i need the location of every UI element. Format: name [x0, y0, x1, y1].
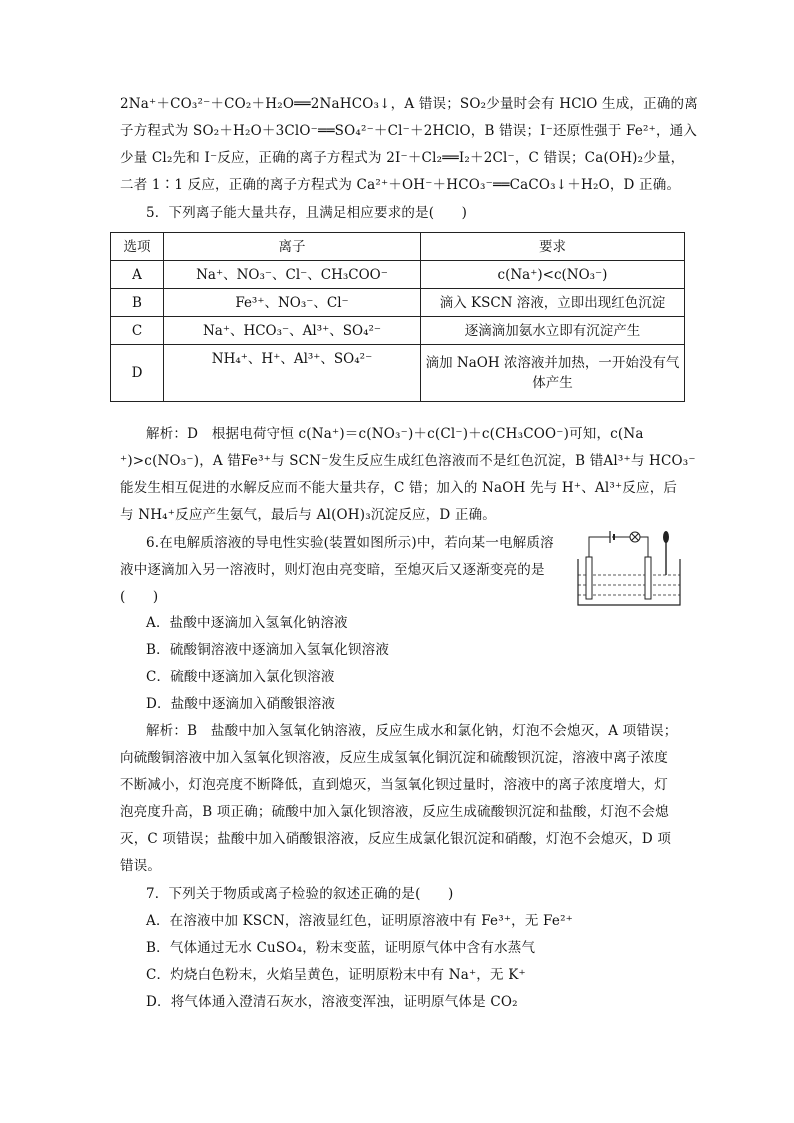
ions-cell: Fe³⁺、NO₃⁻、Cl⁻ — [164, 289, 421, 317]
options-table — [110, 232, 685, 402]
option-letter: B — [111, 289, 164, 317]
ions-cell: NH₄⁺、H⁺、Al³⁺、SO₄²⁻ — [164, 345, 421, 402]
option-a: A．在溶液中加 KSCN，溶液显红色，证明原溶液中有 Fe³⁺，无 Fe²⁺ — [146, 913, 574, 929]
option-c: C．灼烧白色粉末，火焰呈黄色，证明原粉末中有 Na⁺，无 K⁺ — [146, 967, 526, 983]
table-row — [111, 289, 685, 317]
question-7-stem: 7．下列关于物质或离子检验的叙述正确的是( ) — [146, 886, 454, 902]
table-header: 要求 — [421, 233, 685, 261]
table-header-row — [111, 233, 685, 261]
text-line: 灭，C 项错误；盐酸中加入硝酸银溶液，反应生成氯化银沉淀和硝酸，灯泡不会熄灭，D 项 — [120, 831, 672, 847]
ions-cell: Na⁺、HCO₃⁻、Al³⁺、SO₄²⁻ — [164, 317, 421, 345]
text-line: 不断减小，灯泡亮度不断降低，直到熄灭，当氢氧化钡过量时，溶液中的离子浓度增大，灯 — [120, 777, 668, 793]
option-d: D．将气体通入澄清石灰水，溶液变浑浊，证明原气体是 CO₂ — [146, 994, 518, 1010]
text-line: 子方程式为 SO₂＋H₂O＋3ClO⁻══SO₄²⁻＋Cl⁻＋2HClO，B 错误；I⁻还原性强于 Fe²⁺，通入 — [120, 123, 698, 139]
text-line: 二者 1∶1 反应，正确的离子方程式为 Ca²⁺＋OH⁻＋HCO₃⁻══CaCO₃↓＋H₂O，D 正确。 — [120, 177, 681, 193]
text-line: 向硫酸铜溶液中加入氢氧化钡溶液，反应生成氢氧化铜沉淀和硫酸钡沉淀，溶液中离子浓度 — [120, 750, 668, 766]
requirement-cell: 滴入 KSCN 溶液，立即出现红色沉淀 — [421, 289, 685, 317]
table-row — [111, 261, 685, 289]
table-row — [111, 345, 685, 402]
text-line: 少量 Cl₂先和 I⁻反应，正确的离子方程式为 2I⁻＋Cl₂══I₂＋2Cl⁻，C 错误；Ca(OH)₂少量， — [120, 150, 685, 166]
text-line: 解析：D 根据电荷守恒 c(Na⁺)＝c(NO₃⁻)＋c(Cl⁻)＋c(CH₃COO⁻)可知，c(Na — [146, 426, 644, 442]
table-header: 选项 — [111, 233, 164, 261]
table-header: 离子 — [164, 233, 421, 261]
text-line: 能发生相互促进的水解反应而不能大量共存，C 错；加入的 NaOH 先与 H⁺、Al³⁺反应，后 — [120, 480, 678, 496]
text-line: 错误。 — [120, 858, 162, 874]
conductivity-apparatus-diagram — [574, 527, 686, 609]
option-c: C．硫酸中逐滴加入氯化钡溶液 — [146, 669, 335, 685]
text-line: 2Na⁺＋CO₃²⁻＋CO₂＋H₂O══2NaHCO₃↓，A 错误；SO₂少量时会有 HClO 生成，正确的离 — [120, 96, 698, 112]
option-a: A．盐酸中逐滴加入氢氧化钠溶液 — [146, 615, 348, 631]
text-line: ⁺)>c(NO₃⁻)，A 错Fe³⁺与 SCN⁻发生反应生成红色溶液而不是红色沉淀，B 错Al³⁺与 HCO₃⁻ — [120, 453, 696, 469]
text-line: 解析：B 盐酸中加入氢氧化钠溶液，反应生成水和氯化钠，灯泡不会熄灭，A 项错误； — [146, 723, 678, 739]
text-line: ( ) — [120, 589, 159, 605]
text-line: 与 NH₄⁺反应产生氨气，最后与 Al(OH)₃沉淀反应，D 正确。 — [120, 507, 496, 523]
text-line: 6.在电解质溶液的导电性实验(装置如图所示)中，若向某一电解质溶 — [146, 535, 554, 551]
option-b: B．气体通过无水 CuSO₄，粉末变蓝，证明原气体中含有水蒸气 — [146, 940, 536, 956]
question-5-stem: 5．下列离子能大量共存，且满足相应要求的是( ) — [146, 205, 468, 221]
text-line: 泡亮度升高，B 项正确；硫酸中加入氯化钡溶液，反应生成硫酸钡沉淀和盐酸，灯泡不会熄 — [120, 804, 669, 820]
ions-cell: Na⁺、NO₃⁻、Cl⁻、CH₃COO⁻ — [164, 261, 421, 289]
text-line: 液中逐滴加入另一溶液时，则灯泡由亮变暗，至熄灭后又逐渐变亮的是 — [120, 562, 545, 578]
table-row — [111, 317, 685, 345]
option-letter: C — [111, 317, 164, 345]
requirement-cell: 逐滴滴加氨水立即有沉淀产生 — [421, 317, 685, 345]
requirement-cell: c(Na⁺)<c(NO₃⁻) — [421, 261, 685, 289]
option-d: D．盐酸中逐滴加入硝酸银溶液 — [146, 696, 336, 712]
option-letter: A — [111, 261, 164, 289]
requirement-cell: 滴加 NaOH 浓溶液并加热，一开始没有气体产生 — [421, 345, 685, 402]
option-letter: D — [111, 345, 164, 402]
option-b: B．硫酸铜溶液中逐滴加入氢氧化钡溶液 — [146, 642, 390, 658]
